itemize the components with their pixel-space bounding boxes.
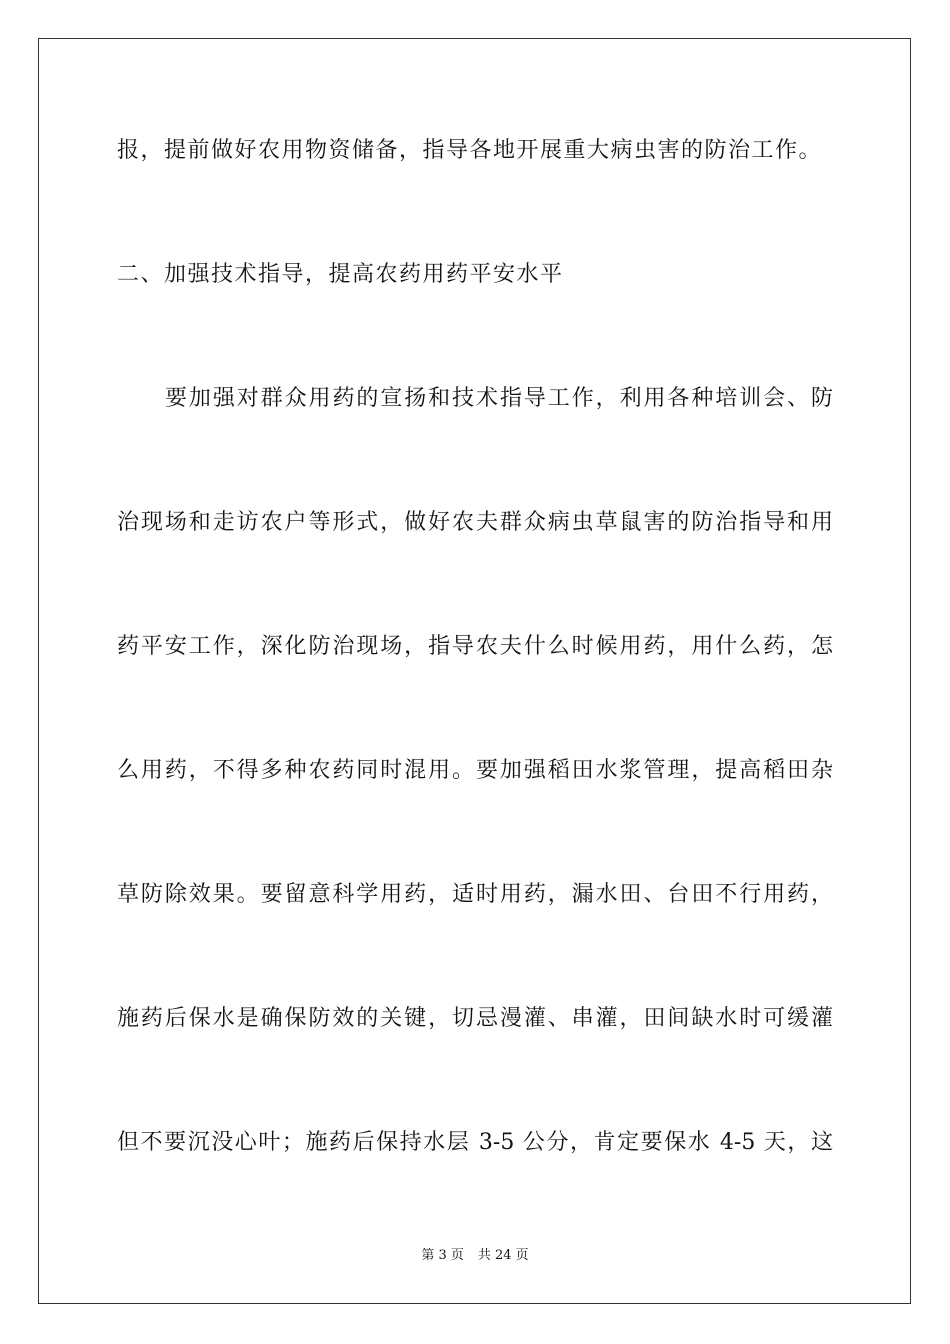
body-line-5: 药平安工作，深化防治现场，指导农夫什么时候用药，用什么药，怎 [117, 634, 833, 659]
current-page-label: 第 3 页 [421, 1248, 464, 1263]
body-line-7: 草防除效果。要留意科学用药，适时用药，漏水田、台田不行用药， [117, 882, 833, 907]
body-line-4: 治现场和走访农户等形式，做好农夫群众病虫草鼠害的防治指导和用 [117, 510, 833, 535]
body-line-9: 但不要沉没心叶；施药后保持水层 3-5 公分，肯定要保水 4-5 天，这 [117, 1130, 833, 1155]
body-line-8: 施药后保水是确保防效的关键，切忌漫灌、串灌，田间缺水时可缓灌 [117, 1006, 833, 1031]
total-pages-label: 共 24 页 [477, 1248, 529, 1263]
page-footer [0, 1247, 950, 1265]
body-line-1: 报，提前做好农用物资储备，指导各地开展重大病虫害的防治工作。 [117, 138, 823, 163]
page-border [38, 38, 911, 1304]
section-heading: 二、加强技术指导，提高农药用药平安水平 [117, 262, 564, 287]
body-line-3: 要加强对群众用药的宣扬和技术指导工作，利用各种培训会、防 [165, 386, 833, 411]
body-line-6: 么用药，不得多种农药同时混用。要加强稻田水浆管理，提高稻田杂 [117, 758, 833, 783]
